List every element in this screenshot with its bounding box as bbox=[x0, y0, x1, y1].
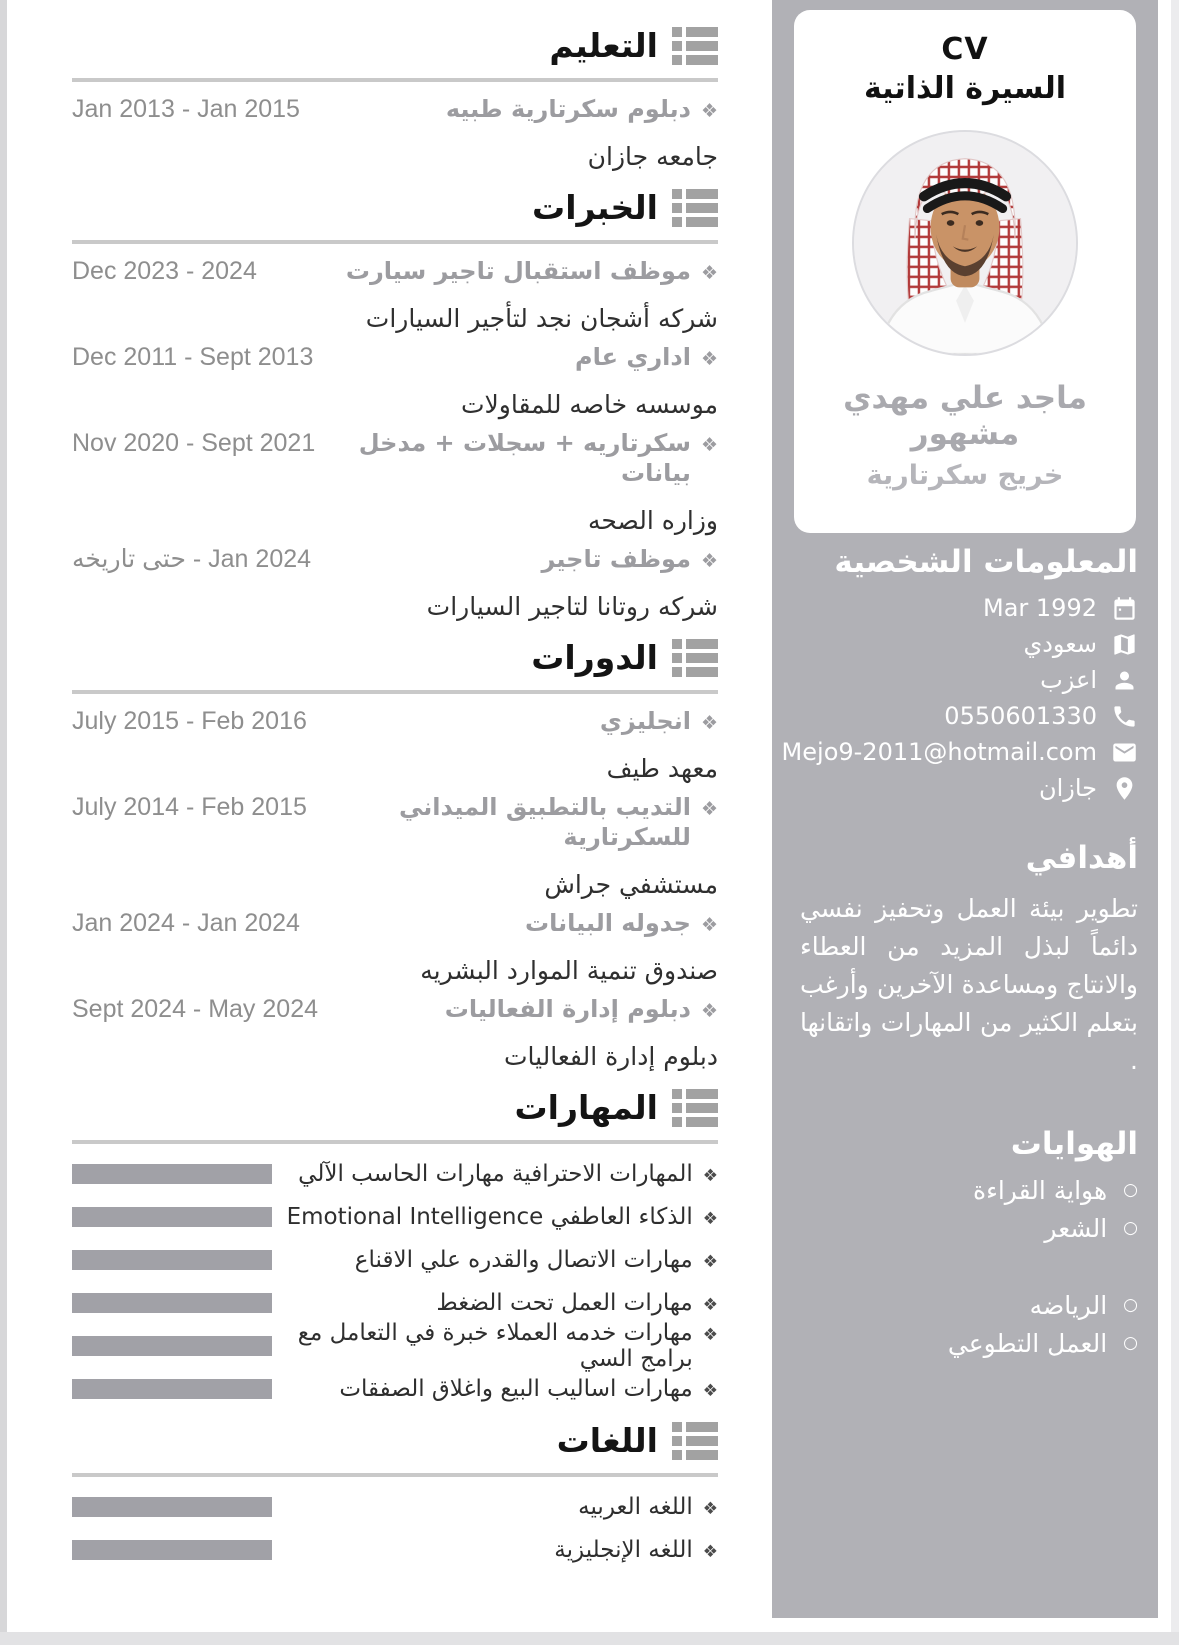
skill-row bbox=[72, 1161, 718, 1187]
diamond-bullet-icon bbox=[703, 1297, 718, 1314]
cv-title: CV bbox=[941, 32, 989, 67]
skill-progress-bar bbox=[72, 1207, 272, 1227]
skill-label: المهارات الاحترافية مهارات الحاسب الآلي bbox=[298, 1161, 693, 1187]
calendar-icon bbox=[1111, 595, 1138, 622]
diamond-bullet-icon bbox=[701, 916, 718, 935]
course-entry bbox=[72, 908, 718, 986]
skill-row bbox=[72, 1320, 718, 1372]
section-rule bbox=[72, 1473, 718, 1477]
entry-date: Jan 2024 - حتى تاريخه bbox=[72, 545, 312, 573]
phone-value: 0550601330 bbox=[944, 702, 1097, 730]
location-value: جازان bbox=[1038, 774, 1097, 802]
entry-title: اداري عام bbox=[575, 343, 691, 371]
section-rule bbox=[72, 78, 718, 82]
diamond-bullet-icon bbox=[701, 436, 718, 455]
skills-header bbox=[72, 1086, 718, 1130]
section-education bbox=[72, 24, 718, 172]
entry-title: دبلوم إدارة الفعاليات bbox=[444, 995, 691, 1023]
cv-subtitle: السيرة الذاتية bbox=[863, 71, 1066, 106]
map-icon bbox=[1111, 631, 1138, 658]
skill-progress-bar bbox=[72, 1336, 272, 1356]
entry-date: July 2015 - Feb 2016 bbox=[72, 707, 307, 735]
courses-header bbox=[72, 636, 718, 680]
section-title-education: التعليم bbox=[549, 26, 658, 65]
list-icon bbox=[672, 188, 718, 228]
language-progress-bar bbox=[72, 1540, 272, 1560]
info-row-phone bbox=[800, 702, 1138, 730]
objectives-section bbox=[800, 838, 1138, 1080]
diamond-bullet-icon bbox=[701, 800, 718, 819]
hobbies-gap bbox=[800, 1252, 1138, 1282]
entry-date: July 2014 - Feb 2015 bbox=[72, 793, 307, 821]
marital-status-value: اعزب bbox=[1040, 666, 1097, 694]
diamond-bullet-icon bbox=[703, 1383, 718, 1400]
info-row-marital-status bbox=[800, 666, 1138, 694]
entry-title: دبلوم سكرتارية طبيه bbox=[445, 95, 691, 123]
diamond-bullet-icon bbox=[701, 1002, 718, 1021]
profile-photo bbox=[852, 130, 1078, 356]
skill-row bbox=[72, 1376, 718, 1402]
circle-bullet-icon bbox=[1123, 1220, 1138, 1237]
info-row-email bbox=[781, 738, 1138, 766]
entry-organization: موسسه خاصه للمقاولات bbox=[460, 390, 718, 419]
entry-title: التديب بالتطبيق الميداني للسكرتارية bbox=[398, 793, 691, 851]
main-column bbox=[72, 24, 718, 1580]
location-icon bbox=[1111, 775, 1138, 802]
page-edge-right bbox=[1171, 0, 1179, 1632]
circle-bullet-icon bbox=[1123, 1182, 1138, 1199]
hobby-label: الرياضه bbox=[1029, 1291, 1108, 1320]
info-row-location bbox=[800, 774, 1138, 802]
list-icon bbox=[672, 1421, 718, 1461]
language-row bbox=[72, 1537, 718, 1563]
section-title-languages: اللغات bbox=[556, 1421, 658, 1460]
page-edge-left bbox=[0, 0, 7, 1632]
section-title-courses: الدورات bbox=[531, 638, 658, 677]
info-row-nationality bbox=[800, 630, 1138, 658]
list-icon bbox=[672, 638, 718, 678]
section-experience bbox=[72, 186, 718, 622]
skill-row bbox=[72, 1204, 718, 1230]
experience-entry bbox=[72, 428, 718, 536]
diamond-bullet-icon bbox=[703, 1168, 718, 1185]
circle-bullet-icon bbox=[1123, 1335, 1138, 1352]
experience-entry bbox=[72, 342, 718, 420]
entry-date: Dec 2011 - Sept 2013 bbox=[72, 343, 314, 371]
skill-label: مهارات اساليب البيع واغلاق الصفقات bbox=[339, 1376, 693, 1402]
entry-organization: دبلوم إدارة الفعاليات bbox=[503, 1042, 718, 1071]
skill-label: الذكاء العاطفي Emotional Intelligence bbox=[286, 1204, 693, 1230]
languages-header bbox=[72, 1419, 718, 1463]
section-languages bbox=[72, 1419, 718, 1563]
experience-entry bbox=[72, 544, 718, 622]
skill-progress-bar bbox=[72, 1379, 272, 1399]
objectives-text: تطوير بيئة العمل وتحفيز نفسي دائماً لبذل المزيد من العطاء والانتاج ومساعدة الآخرين وأرغب بتعلم الكثير من المهارات واتقانها . bbox=[800, 894, 1138, 1075]
email-value: Mejo9-2011@hotmail.com bbox=[781, 738, 1097, 766]
entry-organization: شركه روتانا لتاجير السيارات bbox=[426, 592, 718, 621]
entry-organization: مستشفي جراش bbox=[544, 870, 718, 899]
hobby-label: العمل التطوعي bbox=[947, 1329, 1108, 1358]
experience-entry bbox=[72, 256, 718, 334]
hobby-item bbox=[800, 1214, 1138, 1243]
profile-name: ماجد علي مهدي مشهور bbox=[843, 380, 1087, 452]
skill-label: مهارات العمل تحت الضغط bbox=[436, 1290, 693, 1316]
hobbies-title: الهوايات bbox=[1010, 1126, 1138, 1162]
skill-row bbox=[72, 1290, 718, 1316]
skill-progress-bar bbox=[72, 1164, 272, 1184]
skill-row bbox=[72, 1247, 718, 1273]
list-icon bbox=[672, 26, 718, 66]
personal-info-title: المعلومات الشخصية bbox=[834, 544, 1138, 580]
sidebar-body bbox=[772, 542, 1158, 1367]
entry-organization: معهد طيف bbox=[606, 754, 718, 783]
entry-organization: شركه أشجان نجد لتأجير السيارات bbox=[365, 304, 718, 333]
profile-role: خريج سكرتارية bbox=[866, 460, 1064, 491]
sidebar bbox=[772, 0, 1158, 1618]
circle-bullet-icon bbox=[1123, 1297, 1138, 1314]
phone-icon bbox=[1111, 703, 1138, 730]
section-rule bbox=[72, 690, 718, 694]
hobby-item bbox=[800, 1291, 1138, 1320]
section-courses bbox=[72, 636, 718, 1072]
skill-progress-bar bbox=[72, 1293, 272, 1313]
profile-card bbox=[794, 10, 1136, 533]
experience-header bbox=[72, 186, 718, 230]
skill-progress-bar bbox=[72, 1250, 272, 1270]
section-skills bbox=[72, 1086, 718, 1402]
nationality-value: سعودي bbox=[1023, 630, 1097, 658]
entry-date: Sept 2024 - May 2024 bbox=[72, 995, 318, 1023]
education-header bbox=[72, 24, 718, 68]
course-entry bbox=[72, 994, 718, 1072]
entry-organization: صندوق تنمية الموارد البشريه bbox=[420, 956, 718, 985]
skill-label: مهارات خدمه العملاء خبرة في التعامل مع برامج السي bbox=[297, 1320, 693, 1372]
course-entry bbox=[72, 706, 718, 784]
diamond-bullet-icon bbox=[701, 552, 718, 571]
section-title-skills: المهارات bbox=[514, 1088, 658, 1127]
entry-title: سكرتاريه + سجلات + مدخل بيانات bbox=[358, 429, 691, 487]
entry-organization: جامعه جازان bbox=[587, 142, 718, 171]
diamond-bullet-icon bbox=[701, 350, 718, 369]
diamond-bullet-icon bbox=[703, 1544, 718, 1561]
entry-title: موظف تاجير bbox=[541, 545, 691, 573]
skill-label: مهارات الاتصال والقدره علي الاقناع bbox=[354, 1247, 693, 1273]
diamond-bullet-icon bbox=[701, 714, 718, 733]
entry-date: Jan 2024 - Jan 2024 bbox=[72, 909, 300, 937]
course-entry bbox=[72, 792, 718, 900]
entry-title: انجليزي bbox=[599, 707, 691, 735]
entry-title: موظف استقبال تاجير سيارت bbox=[345, 257, 691, 285]
section-title-experience: الخبرات bbox=[532, 188, 658, 227]
info-row-birthdate bbox=[800, 594, 1138, 622]
page-edge-bottom bbox=[0, 1632, 1179, 1645]
entry-organization: وزاره الصحه bbox=[588, 506, 718, 535]
diamond-bullet-icon bbox=[703, 1327, 718, 1344]
entry-date: Jan 2013 - Jan 2015 bbox=[72, 95, 300, 123]
section-rule bbox=[72, 1140, 718, 1144]
section-rule bbox=[72, 240, 718, 244]
education-entry bbox=[72, 94, 718, 172]
entry-date: Nov 2020 - Sept 2021 bbox=[72, 429, 316, 457]
hobbies-section bbox=[800, 1124, 1138, 1358]
person-icon bbox=[1111, 667, 1138, 694]
hobby-label: الشعر bbox=[1044, 1214, 1108, 1243]
email-icon bbox=[1111, 739, 1138, 766]
language-label: اللغه الإنجليزية bbox=[554, 1537, 693, 1563]
hobby-label: هواية القراءة bbox=[973, 1176, 1108, 1205]
diamond-bullet-icon bbox=[703, 1211, 718, 1228]
diamond-bullet-icon bbox=[701, 264, 718, 283]
language-progress-bar bbox=[72, 1497, 272, 1517]
hobby-item bbox=[800, 1329, 1138, 1358]
language-row bbox=[72, 1494, 718, 1520]
diamond-bullet-icon bbox=[701, 102, 718, 121]
hobby-item bbox=[800, 1176, 1138, 1205]
diamond-bullet-icon bbox=[703, 1254, 718, 1271]
diamond-bullet-icon bbox=[703, 1501, 718, 1518]
birthdate-value: Mar 1992 bbox=[983, 594, 1097, 622]
list-icon bbox=[672, 1088, 718, 1128]
objectives-title: أهدافي bbox=[1025, 840, 1138, 876]
entry-date: Dec 2023 - 2024 bbox=[72, 257, 257, 285]
entry-title: جدوله البيانات bbox=[524, 909, 691, 937]
language-label: اللغه العربيه bbox=[578, 1494, 693, 1520]
